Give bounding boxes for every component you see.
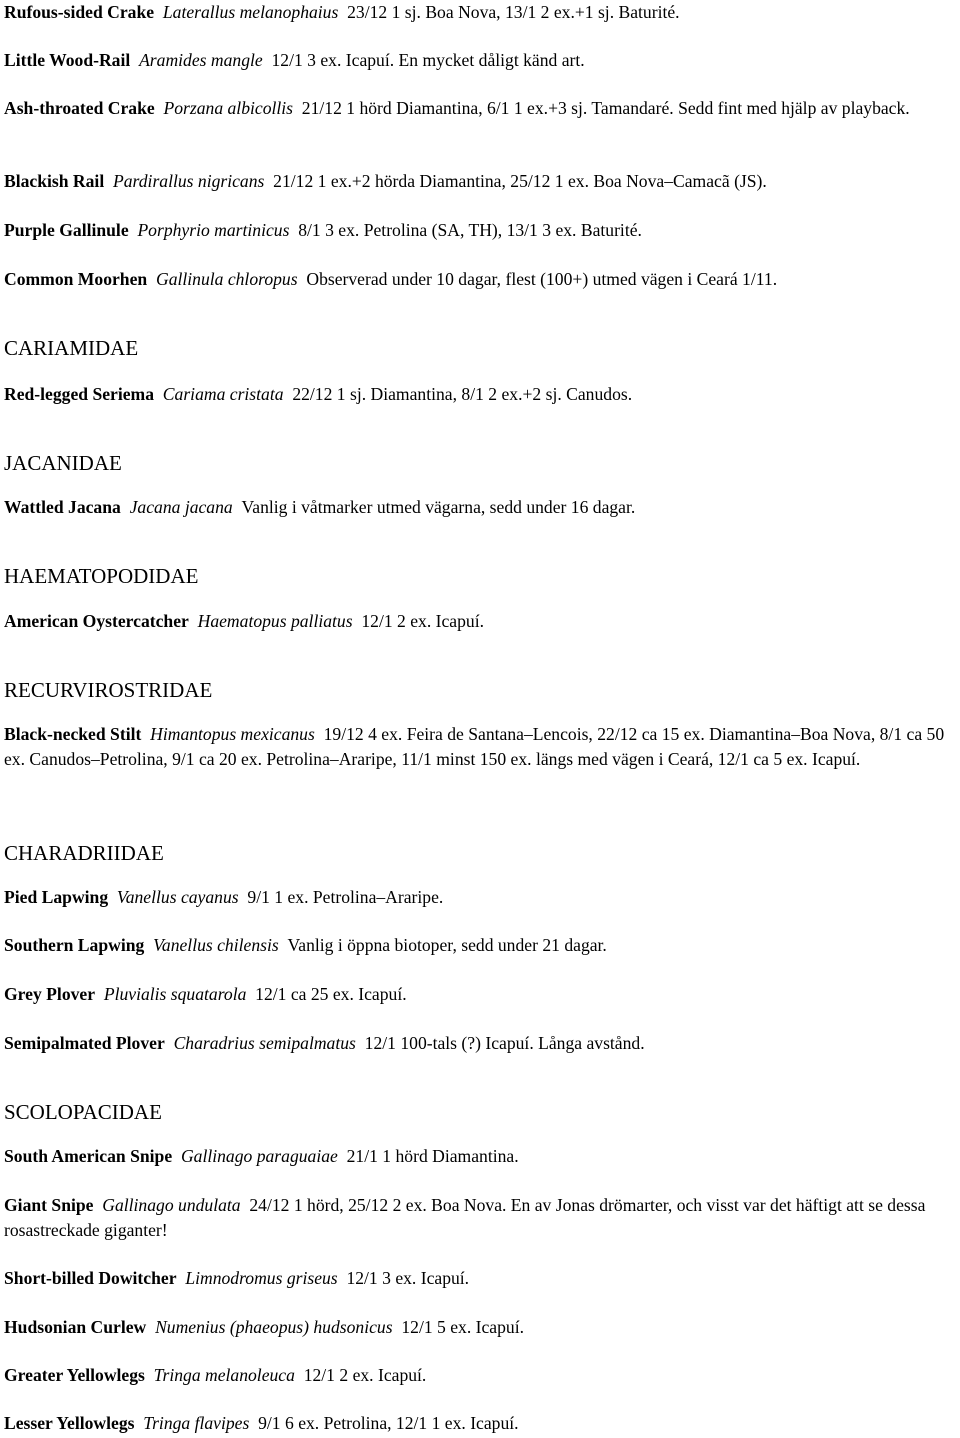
common-name: Wattled Jacana	[4, 497, 121, 517]
scientific-name: Tringa melanoleuca	[153, 1365, 295, 1385]
common-name: Hudsonian Curlew	[4, 1317, 147, 1337]
species-entry	[4, 1315, 956, 1340]
observation-note: 23/12 1 sj. Boa Nova, 13/1 2 ex.+1 sj. Baturité.	[347, 2, 680, 22]
common-name: Giant Snipe	[4, 1195, 94, 1215]
observation-note: 21/12 1 ex.+2 hörda Diamantina, 25/12 1 ex. Boa Nova–Camacã (JS).	[273, 171, 767, 191]
observation-note: 12/1 ca 25 ex. Icapuí.	[255, 984, 407, 1004]
common-name: Semipalmated Plover	[4, 1033, 165, 1053]
common-name: Little Wood-Rail	[4, 50, 131, 70]
common-name: Ash-throated Crake	[4, 98, 155, 118]
observation-note: 12/1 2 ex. Icapuí.	[303, 1365, 427, 1385]
observation-note: 12/1 3 ex. Icapuí. En mycket dåligt känd art.	[271, 50, 585, 70]
common-name: Black-necked Stilt	[4, 724, 142, 744]
family-heading: CARIAMIDAE	[4, 336, 139, 360]
species-entry	[4, 982, 956, 1007]
observation-note: 9/1 1 ex. Petrolina–Araripe.	[247, 887, 444, 907]
observation-note: Observerad under 10 dagar, flest (100+) utmed vägen i Ceará 1/11.	[306, 269, 778, 289]
common-name: Red-legged Seriema	[4, 384, 154, 404]
species-entry	[4, 722, 956, 771]
species-entry	[4, 1144, 956, 1169]
scientific-name: Jacana jacana	[129, 497, 233, 517]
observation-note: 8/1 3 ex. Petrolina (SA, TH), 13/1 3 ex. Baturité.	[298, 220, 642, 240]
scientific-name: Porphyrio martinicus	[137, 220, 290, 240]
family-heading: CHARADRIIDAE	[4, 841, 164, 865]
observation-note: 12/1 5 ex. Icapuí.	[401, 1317, 524, 1337]
observation-note: 21/1 1 hörd Diamantina.	[346, 1146, 519, 1166]
species-entry	[4, 885, 956, 910]
species-entry	[4, 48, 956, 73]
common-name: Southern Lapwing	[4, 935, 145, 955]
observation-note: 12/1 100-tals (?) Icapuí. Långa avstånd.	[364, 1033, 645, 1053]
observation-note: 19/12 4 ex. Feira de Santana–Lencois, 22/12 ca 15 ex. Diamantina–Boa Nova, 8/1 ca 50 ex. Canudos–Petrolina, 9/1 ca 20 ex. Petrolina–Araripe, 11/1 minst 150 ex. längs med vägen i Ceará, 12/1 ca 5 ex. Icapuí.	[4, 724, 945, 769]
common-name: Pied Lapwing	[4, 887, 109, 907]
scientific-name: Aramides mangle	[139, 50, 263, 70]
common-name: American Oystercatcher	[4, 611, 189, 631]
species-entry	[4, 495, 956, 520]
observation-note: 12/1 3 ex. Icapuí.	[346, 1268, 470, 1288]
family-heading: RECURVIROSTRIDAE	[4, 678, 213, 702]
scientific-name: Porzana albicollis	[163, 98, 293, 118]
scientific-name: Gallinago undulata	[102, 1195, 241, 1215]
scientific-name: Tringa flavipes	[143, 1413, 250, 1433]
common-name: Grey Plover	[4, 984, 96, 1004]
species-entry	[4, 96, 956, 121]
common-name: Rufous-sided Crake	[4, 2, 155, 22]
scientific-name: Vanellus cayanus	[116, 887, 239, 907]
species-entry	[4, 1411, 956, 1436]
species-entry	[4, 382, 956, 407]
scientific-name: Charadrius semipalmatus	[173, 1033, 356, 1053]
observation-note: 24/12 1 hörd, 25/12 2 ex. Boa Nova. En av Jonas drömarter, och visst var det häftigt att se dessa rosastreckade giganter!	[4, 1195, 926, 1240]
species-entry	[4, 1363, 956, 1388]
common-name: Blackish Rail	[4, 171, 105, 191]
scientific-name: Gallinago paraguaiae	[180, 1146, 338, 1166]
scientific-name: Haematopus palliatus	[197, 611, 353, 631]
common-name: Greater Yellowlegs	[4, 1365, 145, 1385]
common-name: South American Snipe	[4, 1146, 173, 1166]
observation-note: Vanlig i våtmarker utmed vägarna, sedd under 16 dagar.	[241, 497, 636, 517]
observation-note: 9/1 6 ex. Petrolina, 12/1 1 ex. Icapuí.	[258, 1413, 519, 1433]
observation-note: 22/12 1 sj. Diamantina, 8/1 2 ex.+2 sj. Canudos.	[292, 384, 633, 404]
observation-note: 12/1 2 ex. Icapuí.	[361, 611, 484, 631]
species-entry	[4, 1193, 956, 1242]
scientific-name: Pluvialis squatarola	[103, 984, 247, 1004]
species-entry	[4, 267, 956, 292]
species-entry	[4, 218, 956, 243]
scientific-name: Pardirallus nigricans	[113, 171, 265, 191]
species-entry	[4, 0, 956, 25]
common-name: Common Moorhen	[4, 269, 148, 289]
species-entry	[4, 609, 956, 634]
species-entry	[4, 1266, 956, 1291]
observation-note: Vanlig i öppna biotoper, sedd under 21 dagar.	[287, 935, 607, 955]
observation-note: 21/12 1 hörd Diamantina, 6/1 1 ex.+3 sj. Tamandaré. Sedd fint med hjälp av playback.	[301, 98, 910, 118]
common-name: Lesser Yellowlegs	[4, 1413, 135, 1433]
family-heading: HAEMATOPODIDAE	[4, 564, 199, 588]
scientific-name: Cariama cristata	[162, 384, 284, 404]
common-name: Purple Gallinule	[4, 220, 129, 240]
species-entry	[4, 1031, 956, 1056]
common-name: Short-billed Dowitcher	[4, 1268, 177, 1288]
scientific-name: Gallinula chloropus	[155, 269, 298, 289]
family-heading: JACANIDAE	[4, 451, 122, 475]
scientific-name: Limnodromus griseus	[185, 1268, 338, 1288]
species-entry	[4, 933, 956, 958]
species-entry	[4, 169, 956, 194]
family-heading: SCOLOPACIDAE	[4, 1100, 162, 1124]
scientific-name: Himantopus mexicanus	[150, 724, 315, 744]
scientific-name: Laterallus melanophaius	[162, 2, 339, 22]
scientific-name: Vanellus chilensis	[153, 935, 279, 955]
scientific-name: Numenius (phaeopus) hudsonicus	[155, 1317, 393, 1337]
